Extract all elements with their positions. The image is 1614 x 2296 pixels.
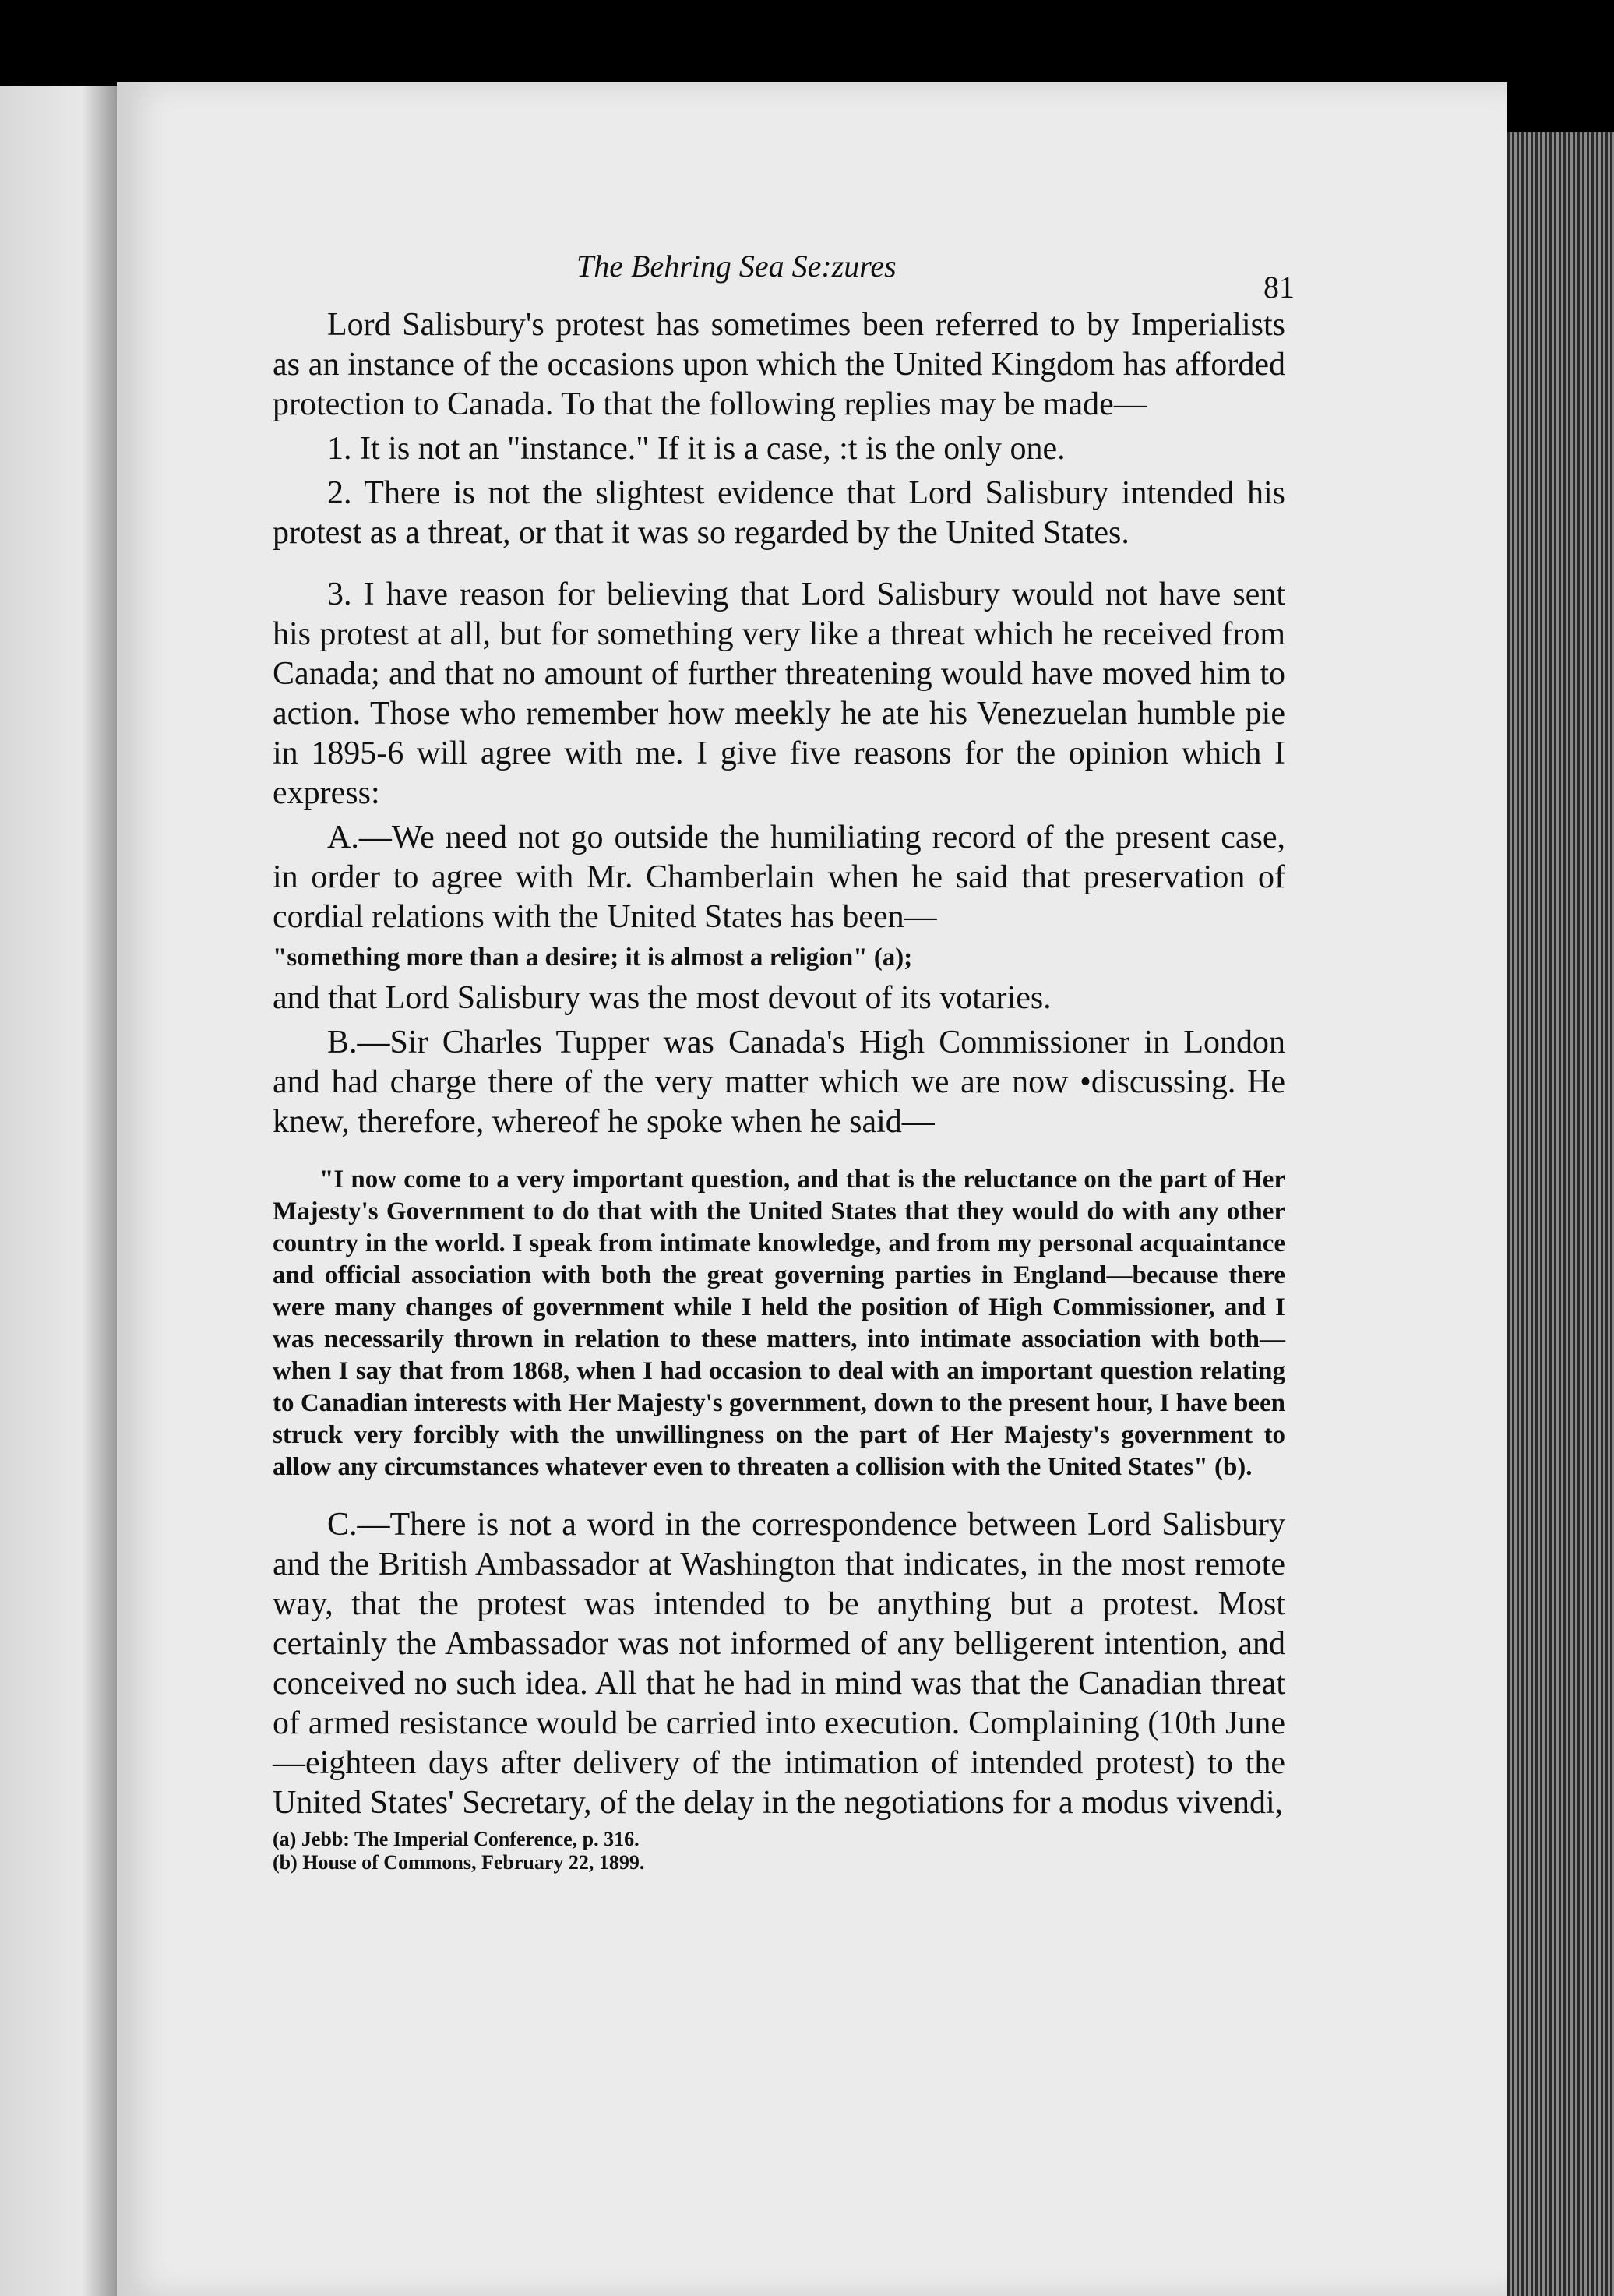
page-edges: [1507, 132, 1614, 2296]
running-title: The Behring Sea Se:zures: [576, 249, 897, 284]
footnote-a: (a) Jebb: The Imperial Conference, p. 316.: [273, 1828, 640, 1850]
paragraph-7: B.—Sir Charles Tupper was Canada's High Commissioner in London and had charge there of the very matter which we are now •discussing. He knew, therefore, whereof he spoke when he said—: [273, 1025, 1285, 1140]
left-page-edge: [0, 86, 117, 2296]
paragraph-5: A.—We need not go outside the humiliating record of the present case, in order to agree with Mr. Chamberlain when he said that preservation of cordial relations with the United States has been—: [273, 820, 1285, 935]
paragraph-8: C.—There is not a word in the correspondence between Lord Salisbury and the British Ambassador at Washington that indicates, in the most remote way, that the protest was intended to be anything but a protest. Most certainly the Ambassador was not informed of any belligerent intention, and conceived no such idea. All that he had in mind was that the Canadian threat of armed resistance would be carried into execution. Complaining (10th June—eighteen days after delivery of the intimation of intended protest) to the United States' Secretary, of the delay in the negotiations for a modus vivendi,: [273, 1507, 1285, 1821]
text-block: [273, 305, 1285, 1875]
paragraph-1: Lord Salisbury's protest has sometimes been referred to by Imperialists as an instance of the occasions upon which the United Kingdom has afforded protection to Canada. To that the following replies may be made—: [273, 307, 1285, 422]
page-number: 81: [1263, 270, 1295, 305]
paragraph-3: 2. There is not the slightest evidence that Lord Salisbury intended his protest as a threat, or that it was so regarded by the United States.: [273, 475, 1285, 551]
footnotes: [273, 1828, 1285, 1875]
paragraph-4: 3. I have reason for believing that Lord Salisbury would not have sent his protest at all, but for something very like a threat which he received from Canada; and that no amount of further threatening would have moved him to action. Those who remember how meekly he ate his Venezuelan humble pie in 1895-6 will agree with me. I give five reasons for the opinion which I express:: [273, 577, 1285, 811]
footnote-b: (b) House of Commons, February 22, 1899.: [273, 1851, 645, 1874]
quote-tupper: "I now come to a very important question, and that is the reluctance on the part of Her Majesty's Government to do that with the United States that they would do with any other country in the world. I speak from intimate knowledge, and from my personal acquaintance and official association with both the great governing parties in England—because there were many changes of government while I held the position of High Commissioner, and I was necessarily thrown in relation to these matters, into intimate association with both—when I say that from 1868, when I had occasion to deal with an important question relating to Canadian interests with Her Majesty's government, down to the present hour, I have been struck very forcibly with the unwillingness on the part of Her Majesty's government to allow any circumstances whatever even to threaten a collision with the United States" (b).: [273, 1166, 1285, 1481]
paragraph-2: 1. It is not an "instance." If it is a case, :t is the only one.: [327, 431, 1066, 467]
paragraph-6: and that Lord Salisbury was the most devout of its votaries.: [273, 980, 1052, 1016]
quote-chamberlain: "something more than a desire; it is almost a religion" (a);: [273, 943, 913, 972]
